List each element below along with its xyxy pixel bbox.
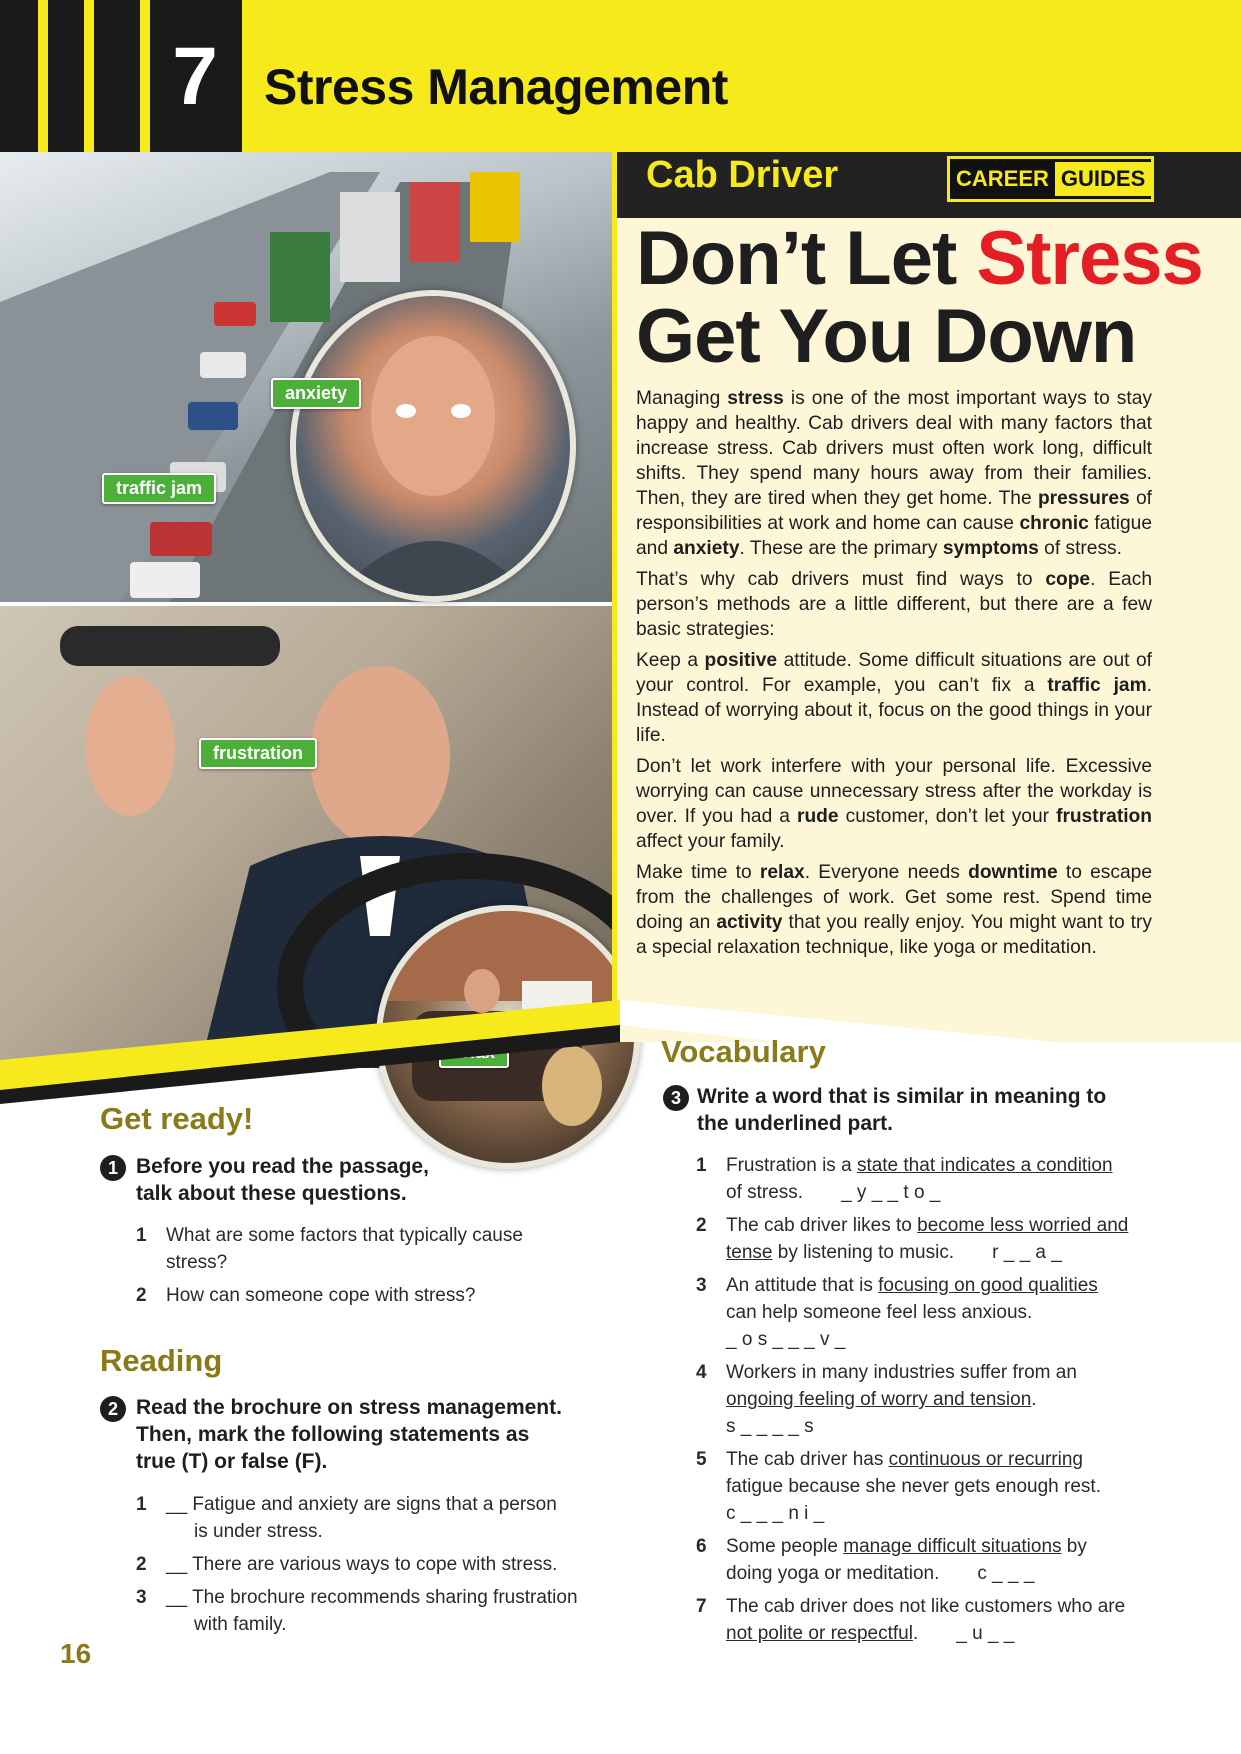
list-item: 1 __ Fatigue and anxiety are signs that a person xyxy=(136,1494,557,1515)
reading-statements: 1 __ Fatigue and anxiety are signs that a person is under stress. 2 __ There are various ways to cope with stress. 3 __ The brochure recommends sharing frustration with family. xyxy=(136,1491,636,1638)
unit-title: Stress Management xyxy=(264,59,728,115)
section-name: Cab Driver xyxy=(646,154,839,196)
badge-text-a: CAREER xyxy=(956,166,1049,191)
exercise-number: 2 xyxy=(100,1396,126,1422)
answer-blank[interactable]: __ xyxy=(166,1554,188,1575)
article-paragraph: Managing stress is one of the most important ways to stay happy and healthy. Cab drivers deal with many factors that increase stress. Cab drivers must often work long, difficult shifts. They spend many hours away from their families. Then, they are tired when they get home. The pressures of responsibilities at work and home can cause chronic fatigue and anxiety. These are the primary symptoms of stress. xyxy=(636,388,1152,559)
exercise-number: 1 xyxy=(100,1155,126,1181)
vocabulary-heading: Vocabulary xyxy=(661,1034,826,1069)
tag-anxiety: anxiety xyxy=(271,378,361,409)
article-paragraph: Don’t let work interfere with your personal life. Excessive worrying can cause unnecessary stress after the workday is over. If you had a rude customer, don’t let your frustration affect your family. xyxy=(636,756,1152,852)
headline-line2: Get You Down xyxy=(636,294,1137,379)
list-item: 2 __ There are various ways to cope with stress. xyxy=(136,1554,558,1575)
get-ready-questions: 1 What are some factors that typically cause stress? 2 How can someone cope with stress? xyxy=(136,1222,606,1309)
article-divider xyxy=(612,152,617,1042)
list-item: 2 How can someone cope with stress? xyxy=(136,1285,476,1306)
word-hint[interactable]: c _ _ _ xyxy=(977,1563,1035,1584)
tag-frustration: frustration xyxy=(199,738,317,769)
get-ready-heading: Get ready! xyxy=(100,1101,254,1136)
word-hint[interactable]: c _ _ _ n i _ xyxy=(726,1503,825,1524)
anxiety-photo xyxy=(290,290,576,602)
unit-number: 7 xyxy=(172,31,218,122)
headline-stress: Stress xyxy=(976,216,1203,301)
list-item: 5 The cab driver has continuous or recurring fatigue because she never gets enough rest. c _ _ _ n i _ xyxy=(696,1446,1166,1527)
page-number: 16 xyxy=(60,1638,92,1669)
answer-blank[interactable]: __ xyxy=(166,1494,188,1515)
word-hint[interactable]: r _ _ a _ xyxy=(992,1242,1062,1263)
vocabulary-instruction: 3 Write a word that is similar in meaning to the underlined part. xyxy=(663,1083,1106,1137)
tag-traffic-jam: traffic jam xyxy=(102,473,216,504)
article-body xyxy=(636,386,1152,966)
headline-part1: Don’t Let xyxy=(636,216,977,301)
list-item: 2 The cab driver likes to become less worried and tense by listening to music. r _ _ a _ xyxy=(696,1215,1129,1263)
get-ready-instruction: 1 Before you read the passage, talk about these questions. xyxy=(100,1153,429,1207)
list-item: 3 __ The brochure recommends sharing frustration xyxy=(136,1587,578,1608)
word-hint[interactable]: _ y _ _ t o _ xyxy=(841,1182,941,1203)
list-item: 4 Workers in many industries suffer from an ongoing feeling of worry and tension. s _ _ _ _ s xyxy=(696,1359,1166,1440)
reading-instruction: 2 Read the brochure on stress management. Then, mark the following statements as true (T) or false (F). xyxy=(100,1394,562,1475)
headline xyxy=(636,216,1203,379)
list-item: 7 The cab driver does not like customers who are not polite or respectful. _ u _ _ xyxy=(696,1596,1126,1644)
article-paragraph: Keep a positive attitude. Some difficult situations are out of your control. For example, you can’t fix a traffic jam. Instead of worrying about it, focus on the good things in your life. xyxy=(636,650,1153,746)
answer-blank[interactable]: __ xyxy=(166,1587,188,1608)
list-item: 1 What are some factors that typically cause xyxy=(136,1225,523,1246)
word-hint[interactable]: s _ _ _ _ s xyxy=(726,1416,814,1437)
list-item: 1 Frustration is a state that indicates a condition of stress. _ y _ _ t o _ xyxy=(696,1155,1113,1203)
career-guides-badge xyxy=(947,156,1154,202)
list-item: 6 Some people manage difficult situations by doing yoga or meditation. c _ _ _ xyxy=(696,1536,1087,1584)
reading-heading: Reading xyxy=(100,1343,223,1378)
article-paragraph: That’s why cab drivers must find ways to cope. Each person’s methods are a little different, but there are a few basic strategies: xyxy=(636,569,1152,640)
article-paragraph: Make time to relax. Everyone needs downtime to escape from the challenges of work. Get some rest. Spend time doing an activity that you really enjoy. You might want to try a special relaxation technique, like yoga or meditation. xyxy=(636,862,1152,958)
badge-text-b: GUIDES xyxy=(1055,162,1151,196)
word-hint[interactable]: _ o s _ _ _ v _ xyxy=(726,1329,846,1350)
exercise-number: 3 xyxy=(663,1085,689,1111)
word-hint[interactable]: _ u _ _ xyxy=(956,1623,1015,1644)
list-item: 3 An attitude that is focusing on good qualities can help someone feel less anxious. _ o s _ _ _ v _ xyxy=(696,1272,1166,1353)
vocabulary-items xyxy=(696,1152,1166,1647)
